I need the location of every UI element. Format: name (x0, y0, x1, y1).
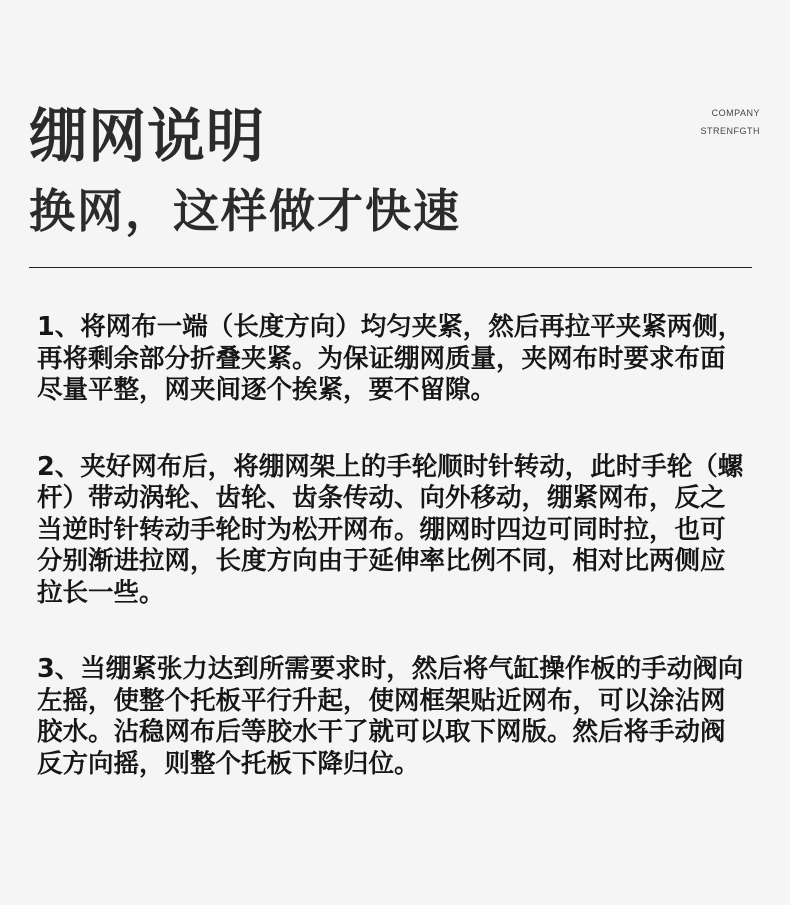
company-label-line1: COMPANY (711, 108, 760, 118)
instruction-paragraph-2: 2、夹好网布后，将绷网架上的手轮顺时针转动，此时手轮（螺杆）带动涡轮、齿轮、齿条传动、向外移动，绷紧网布，反之当逆时针转动手轮时为松开网布。绷网时四边可同时拉，也可分别渐进拉网，长度方向由于延伸率比例不同，相对比两侧应拉长一些。 (37, 451, 744, 608)
company-label-line2: STRENFGTH (700, 126, 760, 136)
instruction-paragraph-3: 3、当绷紧张力达到所需要求时，然后将气缸操作板的手动阀向左摇，使整个托板平行升起，使网框架贴近网布，可以涂沾网胶水。沾稳网布后等胶水干了就可以取下网版。然后将手动阀反方向摇，则整个托板下降归位。 (37, 654, 744, 779)
page-subtitle: 换网，这样做才快速 (29, 184, 461, 238)
header-divider (29, 267, 752, 268)
instructions-body (37, 312, 749, 780)
company-label (701, 104, 761, 140)
page-title: 绷网说明 (29, 102, 266, 170)
instruction-paragraph-1: 1、将网布一端（长度方向）均匀夹紧，然后再拉平夹紧两侧，再将剩余部分折叠夹紧。为保证绷网质量，夹网布时要求布面尽量平整，网夹间逐个挨紧，要不留隙。 (37, 312, 744, 405)
